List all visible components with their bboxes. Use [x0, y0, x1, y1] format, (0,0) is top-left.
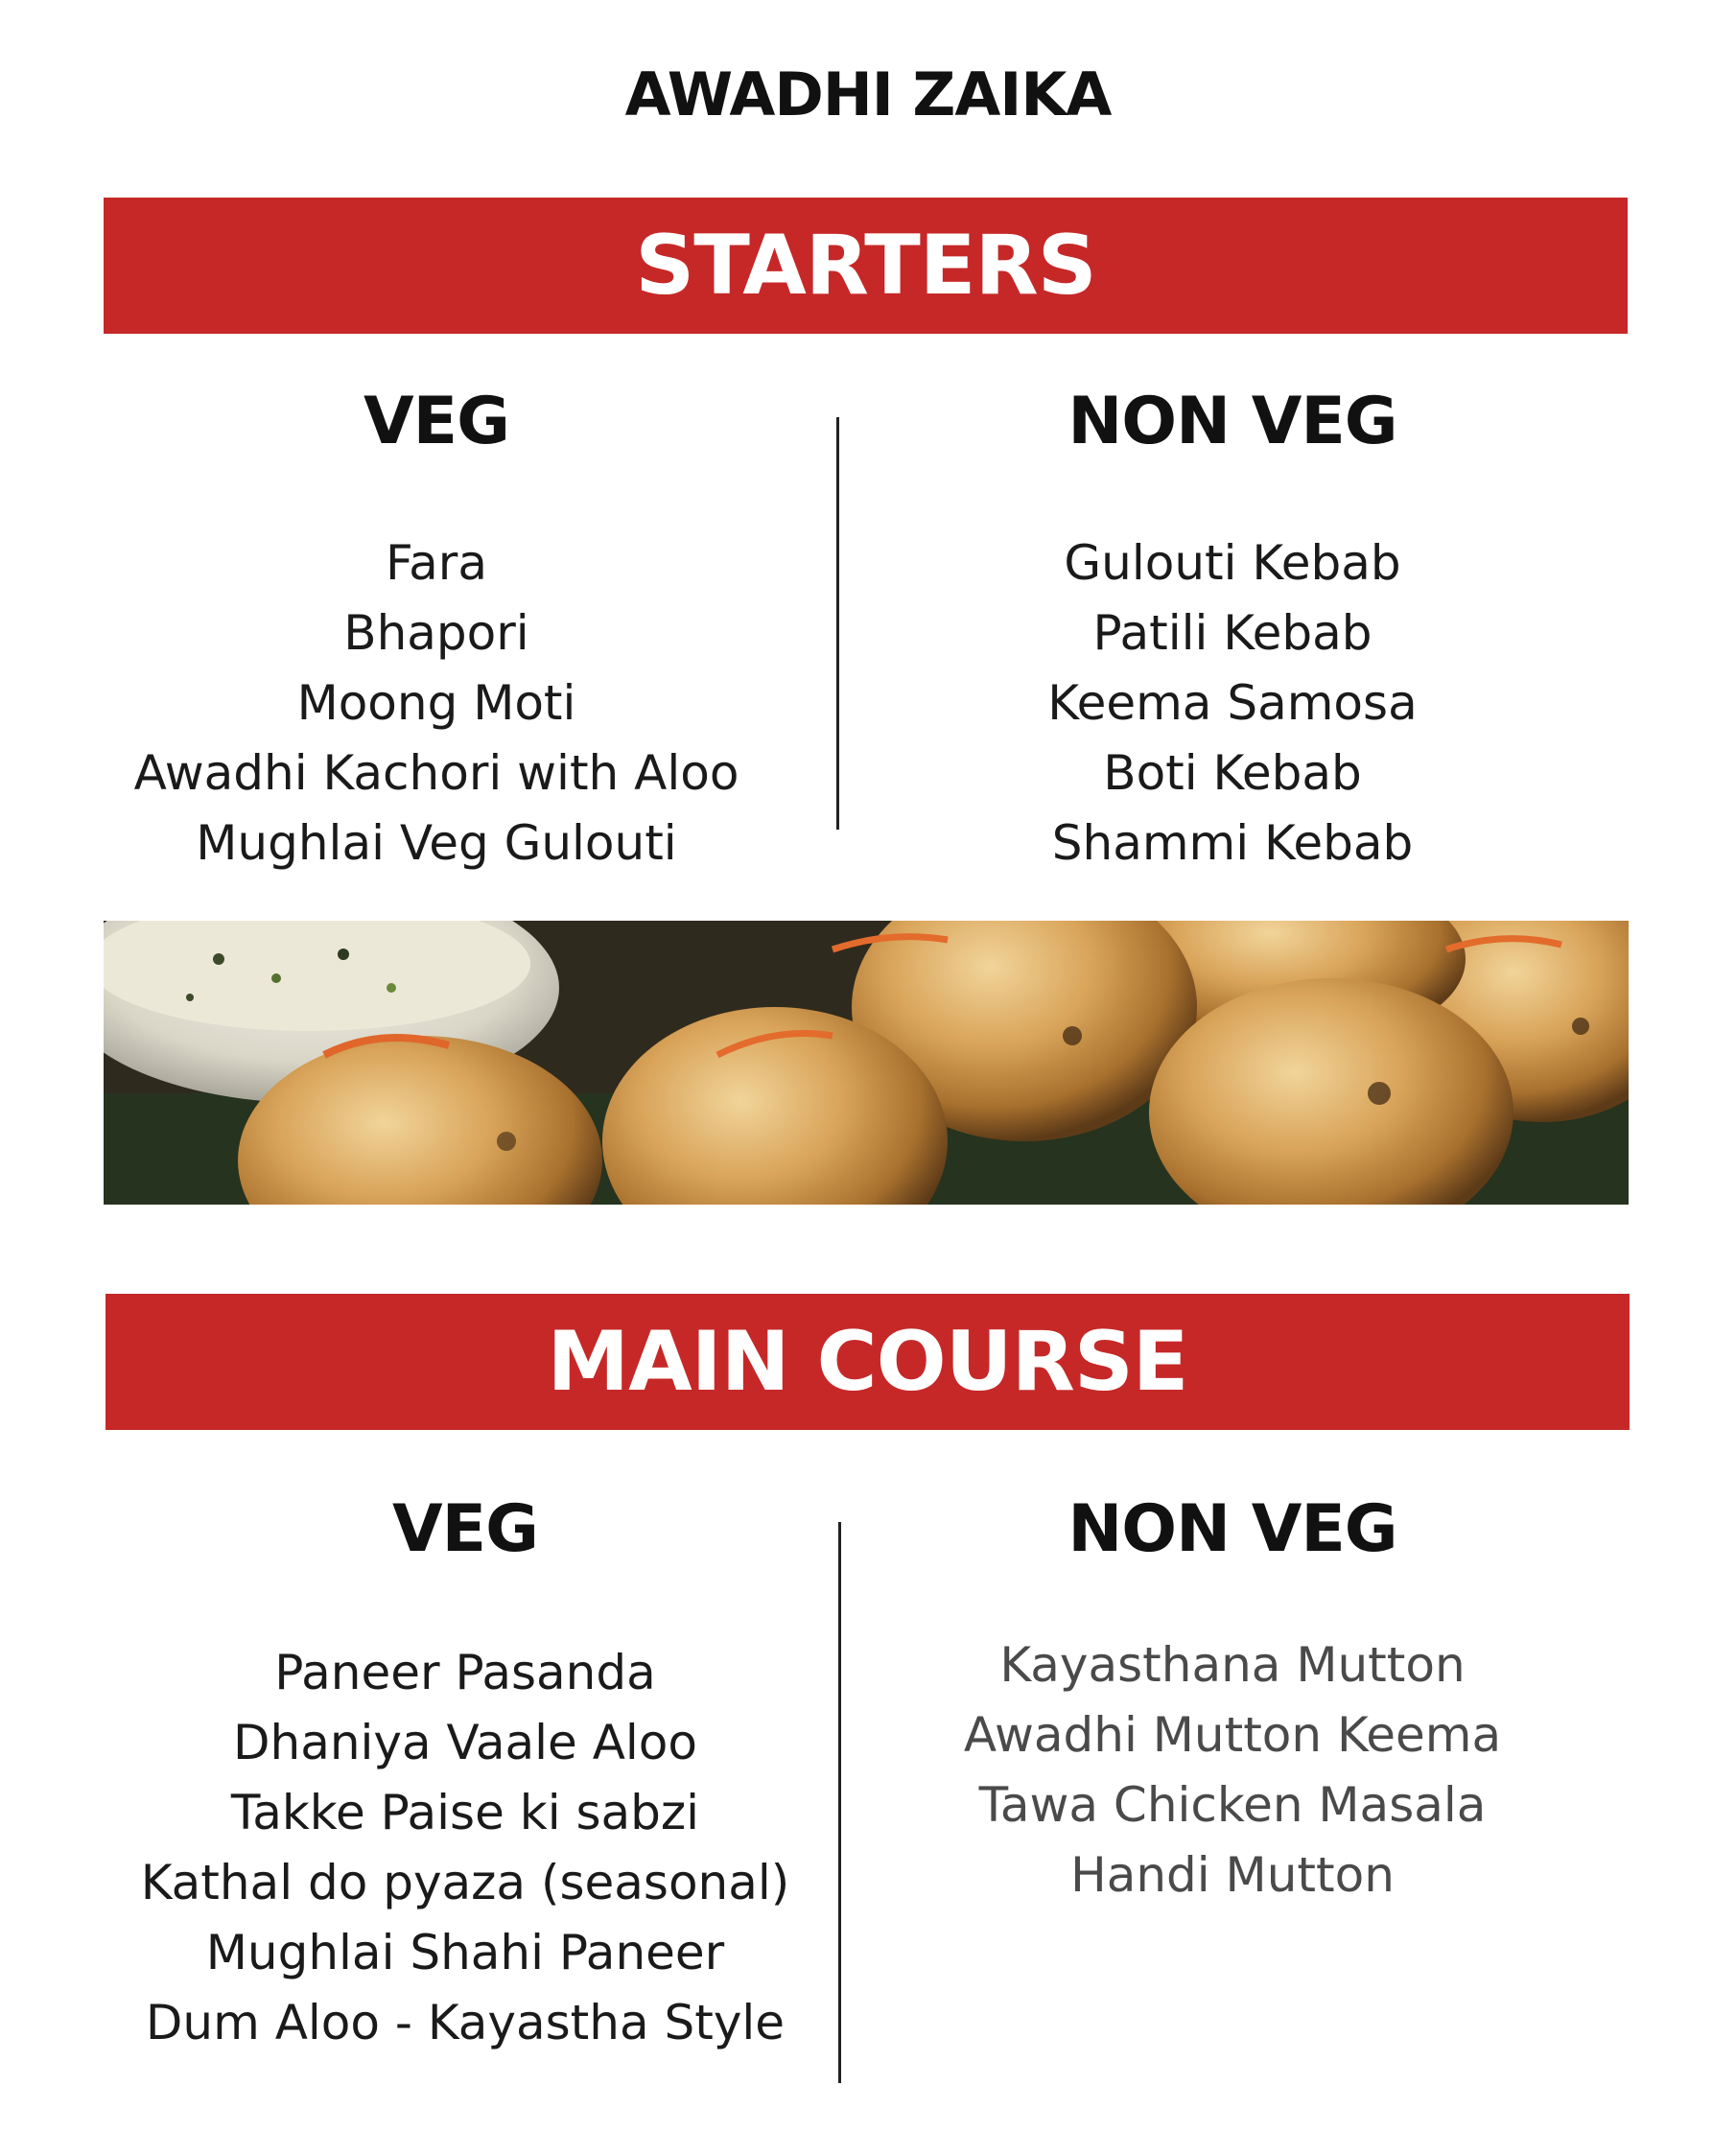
main-course-nonveg-heading: NON VEG: [1067, 1491, 1397, 1567]
starters-veg-column: [48, 379, 825, 879]
list-item: Shammi Kebab: [1051, 815, 1414, 871]
list-item: Moong Moti: [296, 675, 576, 731]
starters-veg-list: [48, 528, 825, 879]
main-course-veg-list: [77, 1638, 854, 2058]
list-item: Keema Samosa: [1047, 675, 1418, 731]
list-item: Bhapori: [343, 605, 529, 661]
list-item: Gulouti Kebab: [1064, 535, 1401, 591]
list-item: Dum Aloo - Kayastha Style: [145, 1995, 786, 2050]
list-item: Paneer Pasanda: [274, 1645, 656, 1700]
main-course-nonveg-column: [844, 1487, 1621, 1910]
starters-nonveg-heading: NON VEG: [1067, 384, 1397, 459]
main-course-nonveg-list: [844, 1630, 1621, 1910]
list-item: Takke Paise ki sabzi: [230, 1785, 700, 1840]
list-item: Handi Mutton: [1070, 1847, 1395, 1903]
list-item: Boti Kebab: [1103, 745, 1362, 801]
starters-column-divider: [836, 417, 839, 830]
restaurant-title: AWADHI ZAIKA: [624, 59, 1112, 129]
list-item: Mughlai Veg Gulouti: [196, 815, 677, 871]
main-course-veg-column: [77, 1487, 854, 2058]
main-course-banner: MAIN COURSE: [106, 1294, 1630, 1430]
list-item: Tawa Chicken Masala: [978, 1777, 1487, 1833]
starters-nonveg-list: [844, 528, 1621, 879]
list-item: Fara: [385, 535, 487, 591]
list-item: Patili Kebab: [1092, 605, 1372, 661]
list-item: Awadhi Kachori with Aloo: [133, 745, 739, 801]
food-photo: [104, 921, 1629, 1205]
main-course-column-divider: [838, 1522, 841, 2083]
starters-nonveg-column: [844, 379, 1621, 879]
list-item: Mughlai Shahi Paneer: [205, 1925, 725, 1980]
list-item: Awadhi Mutton Keema: [963, 1707, 1502, 1763]
starters-veg-heading: VEG: [364, 384, 509, 459]
list-item: Kayasthana Mutton: [999, 1637, 1466, 1693]
starters-banner: STARTERS: [104, 198, 1628, 334]
list-item: Kathal do pyaza (seasonal): [140, 1855, 790, 1910]
main-course-veg-heading: VEG: [392, 1491, 538, 1567]
list-item: Dhaniya Vaale Aloo: [233, 1715, 697, 1770]
